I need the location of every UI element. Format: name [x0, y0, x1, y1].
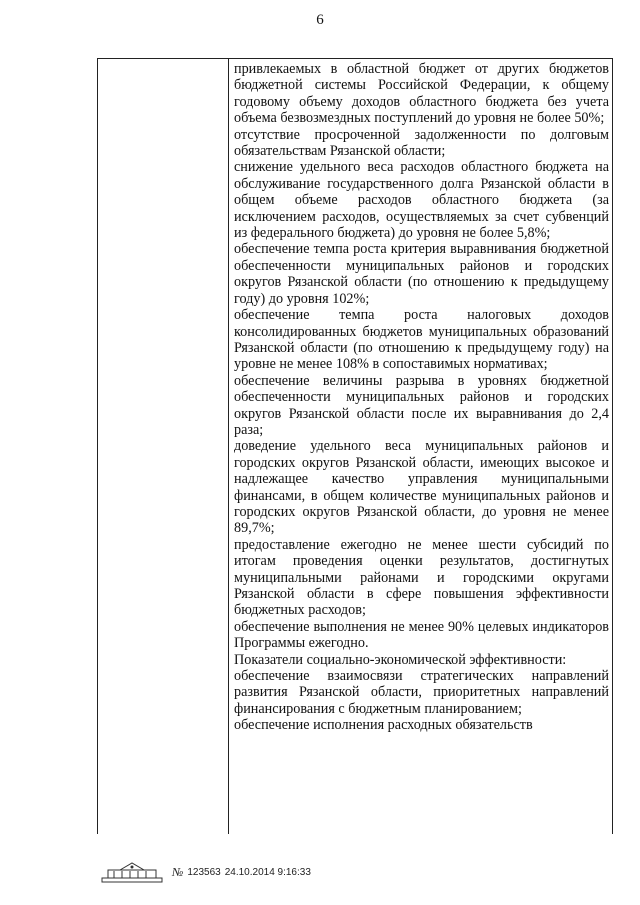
paragraph-1: привлекаемых в областной бюджет от других бюджетов бюджетной системы Российской Федерации, к общему годовому объему доходов областного бюджета без учета объема безвозмездных поступлений до уровня не более 50%; [234, 61, 609, 127]
document-table [97, 58, 613, 834]
paragraph-3: снижение удельного веса расходов областного бюджета на обслуживание государственного долга Рязанской области в общем объеме расходов областного бюджета (за исключением расходов, осуществляемых за счет субвенций из федерального бюджета) до уровня не более 5,8%; [234, 159, 609, 242]
page-number: 6 [316, 12, 324, 28]
paragraph-4: обеспечение темпа роста критерия выравнивания бюджетной обеспеченности муниципальных районов и городских округов Рязанской области (по отношению к предыдущему году) до уровня 102%; [234, 241, 609, 307]
paragraph-2: отсутствие просроченной задолженности по долговым обязательствам Рязанской области; [234, 126, 609, 160]
registration-number: 123563 [187, 866, 221, 878]
paragraph-12: обеспечение исполнения расходных обязательств [234, 717, 533, 734]
paragraph-11: обеспечение взаимосвязи стратегических направлений развития Рязанской области, приоритетных направлений финансирования с бюджетным планированием; [234, 668, 609, 717]
table-left-column [98, 59, 229, 834]
paragraph-9: обеспечение выполнения не менее 90% целевых индикаторов Программы ежегодно. [234, 618, 609, 652]
paragraph-6: обеспечение величины разрыва в уровнях бюджетной обеспеченности муниципальных районов и городских округов Рязанской области после их выравнивания до 2,4 раза; [234, 372, 609, 438]
paragraph-7: доведение удельного веса муниципальных районов и городских округов Рязанской области, имеющих высокое и надлежащее качество управления муниципальными финансами, в общем количестве муниципальных районов и городских округов Рязанской области, до уровня не менее 89,7%; [234, 438, 609, 537]
paragraph-8: предоставление ежегодно не менее шести субсидий по итогам проведения оценки результатов, достигнутых муниципальными районами и городскими округами Рязанской области в сфере повышения эффективности бюджетных расходов; [234, 536, 609, 619]
registration-stamp [172, 865, 311, 880]
number-sign: № [172, 864, 184, 879]
table-right-column [229, 59, 612, 834]
building-seal-icon [100, 861, 164, 883]
registration-footer [100, 860, 311, 884]
registration-datetime: 24.10.2014 9:16:33 [224, 866, 311, 878]
paragraph-5: обеспечение темпа роста налоговых доходов консолидированных бюджетов муниципальных образований Рязанской области (по отношению к предыдущему году) на уровне не менее 108% в сопоставимых нормативах; [234, 307, 609, 373]
paragraph-10: Показатели социально-экономической эффективности: [234, 651, 567, 668]
